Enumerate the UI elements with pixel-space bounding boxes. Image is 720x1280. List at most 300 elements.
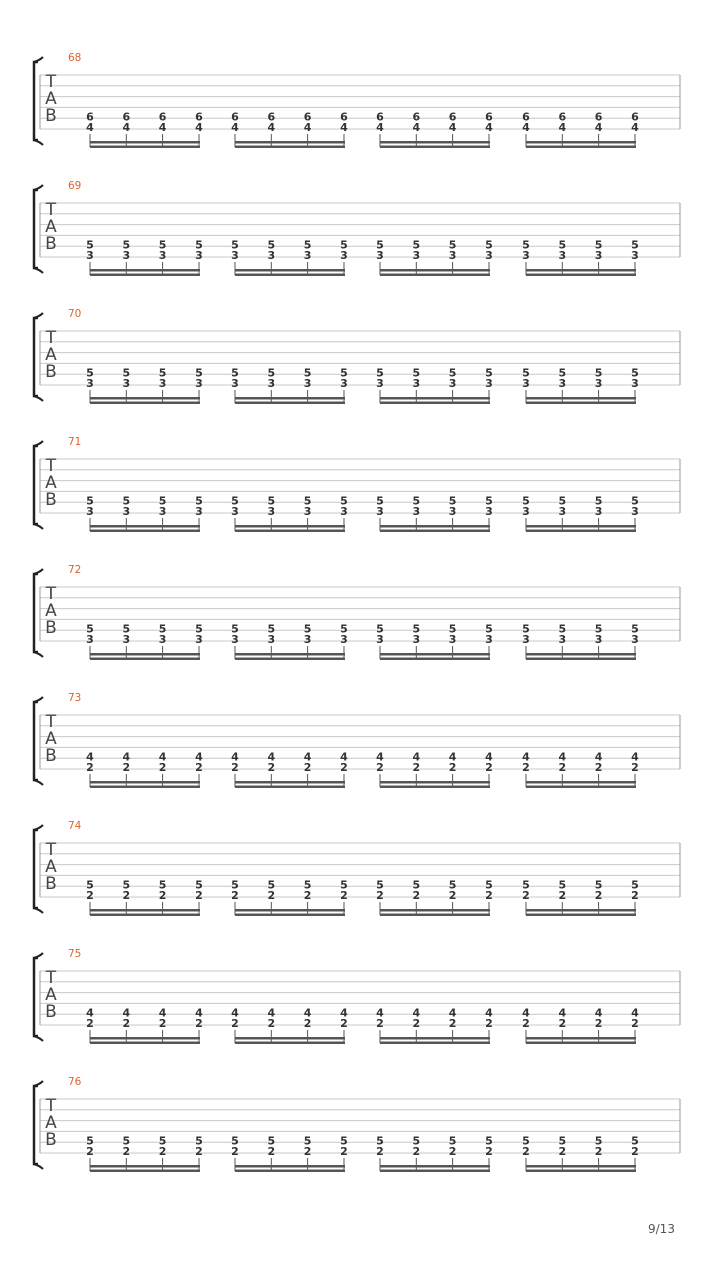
tab-clef-letter: A	[45, 857, 57, 877]
fret-number-bottom: 3	[522, 249, 530, 262]
fret-number-bottom: 3	[86, 505, 94, 518]
fret-number-top: 5	[485, 878, 493, 892]
fret-number-bottom: 2	[631, 889, 639, 902]
tab-clef-letter: T	[45, 456, 57, 476]
tab-clef-letter: B	[45, 490, 57, 510]
fret-number-bottom: 2	[231, 1017, 239, 1030]
tab-clef-letter: T	[45, 1096, 57, 1116]
fret-number-top: 5	[631, 494, 639, 508]
fret-number-top: 5	[231, 238, 239, 252]
bracket-top-hook	[34, 185, 43, 190]
tab-clef-letter: B	[45, 234, 57, 254]
beam-upper	[90, 909, 200, 912]
fret-number-top: 4	[340, 750, 348, 764]
fret-number-top: 5	[340, 366, 348, 380]
fret-number-top: 5	[158, 238, 167, 252]
fret-number-bottom: 2	[485, 1017, 493, 1030]
fret-number-bottom: 2	[158, 1145, 167, 1158]
fret-number-bottom: 4	[195, 121, 203, 134]
beam-upper	[380, 269, 490, 272]
fret-number-top: 4	[448, 1006, 457, 1020]
measure-number: 71	[68, 436, 82, 448]
fret-number-bottom: 3	[558, 505, 567, 518]
tab-clef-letter: B	[45, 1002, 57, 1022]
fret-number-bottom: 3	[376, 249, 384, 262]
fret-number-bottom: 4	[267, 121, 276, 134]
fret-number-bottom: 2	[631, 761, 639, 774]
beam-lower	[235, 658, 345, 661]
fret-number-bottom: 3	[195, 377, 203, 390]
fret-number-bottom: 3	[340, 249, 348, 262]
fret-number-bottom: 3	[522, 505, 530, 518]
fret-number-top: 5	[340, 494, 348, 508]
fret-number-bottom: 2	[594, 1145, 603, 1158]
system-bracket	[34, 830, 38, 908]
fret-number-bottom: 3	[86, 633, 94, 646]
fret-number-bottom: 2	[231, 889, 239, 902]
system-bracket	[34, 1086, 38, 1164]
fret-number-bottom: 2	[86, 761, 94, 774]
tab-clef-letter: T	[45, 840, 57, 860]
fret-number-bottom: 2	[448, 889, 457, 902]
fret-number-bottom: 3	[376, 633, 384, 646]
fret-number-top: 6	[594, 110, 603, 124]
fret-number-bottom: 4	[303, 121, 312, 134]
fret-number-bottom: 4	[485, 121, 493, 134]
fret-number-top: 4	[448, 750, 457, 764]
tab-system	[34, 436, 680, 532]
fret-number-bottom: 2	[340, 761, 348, 774]
fret-number-bottom: 3	[558, 377, 567, 390]
beam-lower	[235, 402, 345, 405]
beam-lower	[380, 1170, 490, 1173]
fret-number-top: 5	[594, 238, 603, 252]
fret-number-bottom: 2	[522, 1145, 530, 1158]
fret-number-bottom: 4	[122, 121, 131, 134]
fret-number-top: 4	[86, 1006, 94, 1020]
fret-number-bottom: 3	[303, 505, 312, 518]
fret-number-top: 5	[195, 366, 203, 380]
fret-number-bottom: 2	[558, 1145, 567, 1158]
bracket-bottom-hook	[34, 1036, 43, 1041]
fret-number-top: 4	[631, 1006, 639, 1020]
fret-number-top: 4	[376, 750, 384, 764]
fret-number-top: 5	[340, 1134, 348, 1148]
fret-number-top: 5	[631, 1134, 639, 1148]
fret-number-bottom: 3	[340, 377, 348, 390]
fret-number-top: 5	[485, 1134, 493, 1148]
beam-upper	[526, 141, 636, 144]
fret-number-top: 6	[340, 110, 348, 124]
fret-number-bottom: 3	[485, 249, 493, 262]
beam-lower	[380, 402, 490, 405]
fret-number-bottom: 3	[631, 505, 639, 518]
fret-number-top: 5	[448, 622, 457, 636]
fret-number-top: 5	[267, 1134, 276, 1148]
measure-number: 69	[68, 180, 82, 192]
measure-number: 76	[68, 1076, 82, 1088]
beam-upper	[380, 1037, 490, 1040]
fret-number-bottom: 3	[86, 377, 94, 390]
fret-number-top: 5	[86, 1134, 94, 1148]
beam-lower	[526, 914, 636, 917]
measure-number: 70	[68, 308, 82, 320]
fret-number-top: 5	[522, 1134, 530, 1148]
fret-number-top: 5	[412, 1134, 421, 1148]
bracket-top-hook	[34, 57, 43, 62]
tab-system	[34, 180, 680, 276]
fret-number-top: 5	[522, 622, 530, 636]
fret-number-top: 5	[122, 878, 131, 892]
fret-number-top: 5	[231, 878, 239, 892]
fret-number-bottom: 4	[376, 121, 384, 134]
fret-number-top: 5	[376, 1134, 384, 1148]
beam-upper	[90, 141, 200, 144]
measure-number: 75	[68, 948, 82, 960]
fret-number-bottom: 2	[631, 1145, 639, 1158]
fret-number-bottom: 3	[195, 505, 203, 518]
fret-number-top: 4	[303, 750, 312, 764]
fret-number-bottom: 3	[448, 633, 457, 646]
beam-upper	[90, 269, 200, 272]
tab-clef-letter: A	[45, 345, 57, 365]
fret-number-top: 4	[195, 1006, 203, 1020]
fret-number-top: 5	[631, 238, 639, 252]
beam-upper	[235, 1037, 345, 1040]
fret-number-top: 5	[522, 494, 530, 508]
fret-number-top: 5	[122, 494, 131, 508]
fret-number-bottom: 4	[340, 121, 348, 134]
beam-lower	[90, 402, 200, 405]
tab-clef-letter: A	[45, 1113, 57, 1133]
fret-number-bottom: 3	[485, 633, 493, 646]
fret-number-top: 5	[340, 238, 348, 252]
fret-number-bottom: 3	[376, 505, 384, 518]
fret-number-top: 5	[158, 622, 167, 636]
beam-lower	[380, 786, 490, 789]
fret-number-bottom: 2	[485, 761, 493, 774]
tab-clef-letter: B	[45, 1130, 57, 1150]
fret-number-bottom: 3	[122, 377, 131, 390]
fret-number-bottom: 2	[158, 1017, 167, 1030]
fret-number-bottom: 3	[231, 633, 239, 646]
fret-number-bottom: 3	[631, 633, 639, 646]
beam-lower	[235, 786, 345, 789]
fret-number-top: 5	[594, 622, 603, 636]
fret-number-bottom: 2	[594, 889, 603, 902]
bracket-top-hook	[34, 953, 43, 958]
fret-number-top: 5	[485, 622, 493, 636]
fret-number-bottom: 2	[558, 889, 567, 902]
fret-number-top: 6	[303, 110, 312, 124]
fret-number-bottom: 3	[631, 249, 639, 262]
fret-number-bottom: 2	[231, 761, 239, 774]
fret-number-top: 5	[231, 366, 239, 380]
fret-number-top: 6	[122, 110, 131, 124]
beam-lower	[380, 146, 490, 149]
fret-number-bottom: 2	[522, 761, 530, 774]
beam-upper	[90, 653, 200, 656]
tab-clef-letter: T	[45, 328, 57, 348]
fret-number-top: 4	[485, 1006, 493, 1020]
fret-number-bottom: 3	[86, 249, 94, 262]
fret-number-top: 5	[376, 366, 384, 380]
fret-number-top: 5	[558, 238, 567, 252]
fret-number-bottom: 2	[340, 1017, 348, 1030]
beam-lower	[235, 914, 345, 917]
fret-number-bottom: 3	[522, 377, 530, 390]
fret-number-bottom: 2	[303, 761, 312, 774]
fret-number-bottom: 3	[412, 633, 421, 646]
fret-number-top: 5	[158, 366, 167, 380]
beam-lower	[235, 530, 345, 533]
tab-clef-letter: B	[45, 362, 57, 382]
fret-number-bottom: 3	[594, 505, 603, 518]
beam-upper	[526, 653, 636, 656]
fret-number-top: 5	[195, 494, 203, 508]
fret-number-top: 5	[448, 878, 457, 892]
fret-number-top: 5	[195, 1134, 203, 1148]
fret-number-bottom: 3	[158, 633, 167, 646]
fret-number-top: 5	[448, 1134, 457, 1148]
beam-lower	[526, 530, 636, 533]
fret-number-top: 5	[558, 878, 567, 892]
fret-number-top: 5	[340, 622, 348, 636]
beam-upper	[235, 781, 345, 784]
fret-number-bottom: 2	[303, 1145, 312, 1158]
beam-upper	[90, 781, 200, 784]
fret-number-top: 5	[376, 238, 384, 252]
fret-number-top: 6	[231, 110, 239, 124]
beam-lower	[526, 786, 636, 789]
fret-number-top: 5	[412, 494, 421, 508]
beam-upper	[380, 525, 490, 528]
fret-number-top: 6	[376, 110, 384, 124]
fret-number-bottom: 2	[412, 1145, 421, 1158]
fret-number-top: 4	[231, 1006, 239, 1020]
fret-number-bottom: 2	[195, 889, 203, 902]
fret-number-bottom: 4	[448, 121, 457, 134]
tab-system	[34, 948, 680, 1044]
fret-number-top: 5	[412, 622, 421, 636]
fret-number-top: 5	[558, 622, 567, 636]
fret-number-bottom: 3	[231, 249, 239, 262]
tab-clef-letter: T	[45, 72, 57, 92]
bracket-bottom-hook	[34, 780, 43, 785]
tab-clef-letter: A	[45, 473, 57, 493]
fret-number-top: 4	[231, 750, 239, 764]
fret-number-top: 4	[86, 750, 94, 764]
fret-number-top: 4	[558, 750, 567, 764]
fret-number-top: 4	[340, 1006, 348, 1020]
tab-system	[34, 308, 680, 404]
fret-number-top: 5	[485, 238, 493, 252]
fret-number-top: 5	[158, 878, 167, 892]
fret-number-top: 5	[558, 494, 567, 508]
bracket-bottom-hook	[34, 396, 43, 401]
beam-lower	[526, 1042, 636, 1045]
bracket-bottom-hook	[34, 268, 43, 273]
fret-number-top: 4	[158, 750, 167, 764]
fret-number-bottom: 3	[195, 633, 203, 646]
beam-lower	[235, 1042, 345, 1045]
fret-number-top: 5	[303, 878, 312, 892]
fret-number-bottom: 2	[158, 761, 167, 774]
beam-upper	[526, 525, 636, 528]
tab-clef-letter: A	[45, 601, 57, 621]
beam-upper	[526, 909, 636, 912]
beam-upper	[235, 269, 345, 272]
fret-number-bottom: 2	[412, 889, 421, 902]
system-bracket	[34, 62, 38, 140]
fret-number-bottom: 2	[631, 1017, 639, 1030]
system-bracket	[34, 958, 38, 1036]
beam-upper	[380, 397, 490, 400]
fret-number-bottom: 2	[558, 761, 567, 774]
fret-number-top: 5	[267, 878, 276, 892]
fret-number-top: 4	[158, 1006, 167, 1020]
fret-number-top: 5	[522, 878, 530, 892]
tab-system	[34, 820, 680, 916]
fret-number-top: 5	[448, 238, 457, 252]
fret-number-top: 6	[412, 110, 421, 124]
bracket-top-hook	[34, 697, 43, 702]
fret-number-top: 4	[195, 750, 203, 764]
fret-number-bottom: 2	[122, 1145, 131, 1158]
bracket-top-hook	[34, 441, 43, 446]
page-number: 9/13	[648, 1222, 675, 1236]
bracket-bottom-hook	[34, 908, 43, 913]
beam-lower	[235, 274, 345, 277]
beam-upper	[380, 781, 490, 784]
fret-number-bottom: 2	[376, 1145, 384, 1158]
beam-upper	[526, 269, 636, 272]
fret-number-bottom: 3	[448, 377, 457, 390]
fret-number-top: 5	[522, 366, 530, 380]
beam-lower	[90, 274, 200, 277]
fret-number-bottom: 3	[195, 249, 203, 262]
measure-number: 68	[68, 52, 82, 64]
fret-number-top: 6	[86, 110, 94, 124]
beam-lower	[380, 530, 490, 533]
fret-number-bottom: 3	[594, 249, 603, 262]
fret-number-bottom: 2	[376, 889, 384, 902]
bracket-top-hook	[34, 313, 43, 318]
fret-number-top: 4	[631, 750, 639, 764]
fret-number-bottom: 3	[303, 633, 312, 646]
bracket-top-hook	[34, 1081, 43, 1086]
fret-number-bottom: 2	[231, 1145, 239, 1158]
fret-number-top: 5	[594, 1134, 603, 1148]
fret-number-bottom: 4	[86, 121, 94, 134]
beam-lower	[235, 146, 345, 149]
fret-number-bottom: 2	[376, 761, 384, 774]
fret-number-top: 4	[376, 1006, 384, 1020]
fret-number-bottom: 3	[267, 377, 276, 390]
beam-lower	[90, 1170, 200, 1173]
beam-lower	[90, 786, 200, 789]
fret-number-top: 5	[231, 622, 239, 636]
beam-lower	[380, 274, 490, 277]
bracket-bottom-hook	[34, 140, 43, 145]
fret-number-bottom: 2	[195, 1145, 203, 1158]
fret-number-top: 5	[303, 1134, 312, 1148]
fret-number-top: 5	[412, 238, 421, 252]
fret-number-top: 6	[522, 110, 530, 124]
fret-number-top: 5	[303, 494, 312, 508]
fret-number-top: 6	[558, 110, 567, 124]
fret-number-bottom: 3	[412, 249, 421, 262]
measure-number: 72	[68, 564, 82, 576]
fret-number-top: 5	[267, 622, 276, 636]
fret-number-top: 5	[376, 622, 384, 636]
fret-number-bottom: 3	[448, 505, 457, 518]
fret-number-bottom: 2	[485, 889, 493, 902]
fret-number-bottom: 2	[412, 761, 421, 774]
measure-number: 73	[68, 692, 82, 704]
fret-number-bottom: 4	[631, 121, 639, 134]
fret-number-top: 4	[267, 1006, 276, 1020]
tab-clef-letter: A	[45, 89, 57, 109]
fret-number-bottom: 2	[448, 1145, 457, 1158]
beam-upper	[90, 397, 200, 400]
fret-number-bottom: 2	[122, 889, 131, 902]
tab-system	[34, 564, 680, 660]
fret-number-top: 6	[485, 110, 493, 124]
fret-number-top: 5	[86, 366, 94, 380]
fret-number-top: 5	[195, 878, 203, 892]
fret-number-top: 5	[195, 622, 203, 636]
tab-clef-letter: T	[45, 200, 57, 220]
fret-number-bottom: 3	[231, 377, 239, 390]
fret-number-bottom: 2	[195, 1017, 203, 1030]
fret-number-top: 5	[158, 1134, 167, 1148]
fret-number-bottom: 2	[558, 1017, 567, 1030]
beam-upper	[235, 1165, 345, 1168]
fret-number-top: 6	[158, 110, 167, 124]
tab-system	[34, 52, 680, 148]
fret-number-bottom: 2	[522, 889, 530, 902]
fret-number-top: 4	[122, 1006, 131, 1020]
measure-number: 74	[68, 820, 82, 832]
bracket-bottom-hook	[34, 1164, 43, 1169]
fret-number-top: 5	[376, 878, 384, 892]
fret-number-bottom: 2	[86, 1145, 94, 1158]
system-bracket	[34, 446, 38, 524]
bracket-top-hook	[34, 569, 43, 574]
fret-number-bottom: 3	[558, 633, 567, 646]
fret-number-bottom: 2	[412, 1017, 421, 1030]
beam-lower	[380, 914, 490, 917]
fret-number-bottom: 3	[303, 377, 312, 390]
fret-number-top: 4	[485, 750, 493, 764]
tab-clef-letter: B	[45, 618, 57, 638]
beam-lower	[526, 658, 636, 661]
beam-lower	[90, 658, 200, 661]
beam-lower	[90, 1042, 200, 1045]
fret-number-bottom: 3	[376, 377, 384, 390]
fret-number-bottom: 3	[485, 377, 493, 390]
beam-upper	[235, 141, 345, 144]
beam-upper	[235, 909, 345, 912]
fret-number-top: 4	[412, 1006, 421, 1020]
fret-number-bottom: 2	[485, 1145, 493, 1158]
fret-number-top: 5	[303, 622, 312, 636]
beam-upper	[90, 525, 200, 528]
fret-number-top: 5	[86, 238, 94, 252]
fret-number-bottom: 4	[594, 121, 603, 134]
fret-number-bottom: 2	[267, 889, 276, 902]
